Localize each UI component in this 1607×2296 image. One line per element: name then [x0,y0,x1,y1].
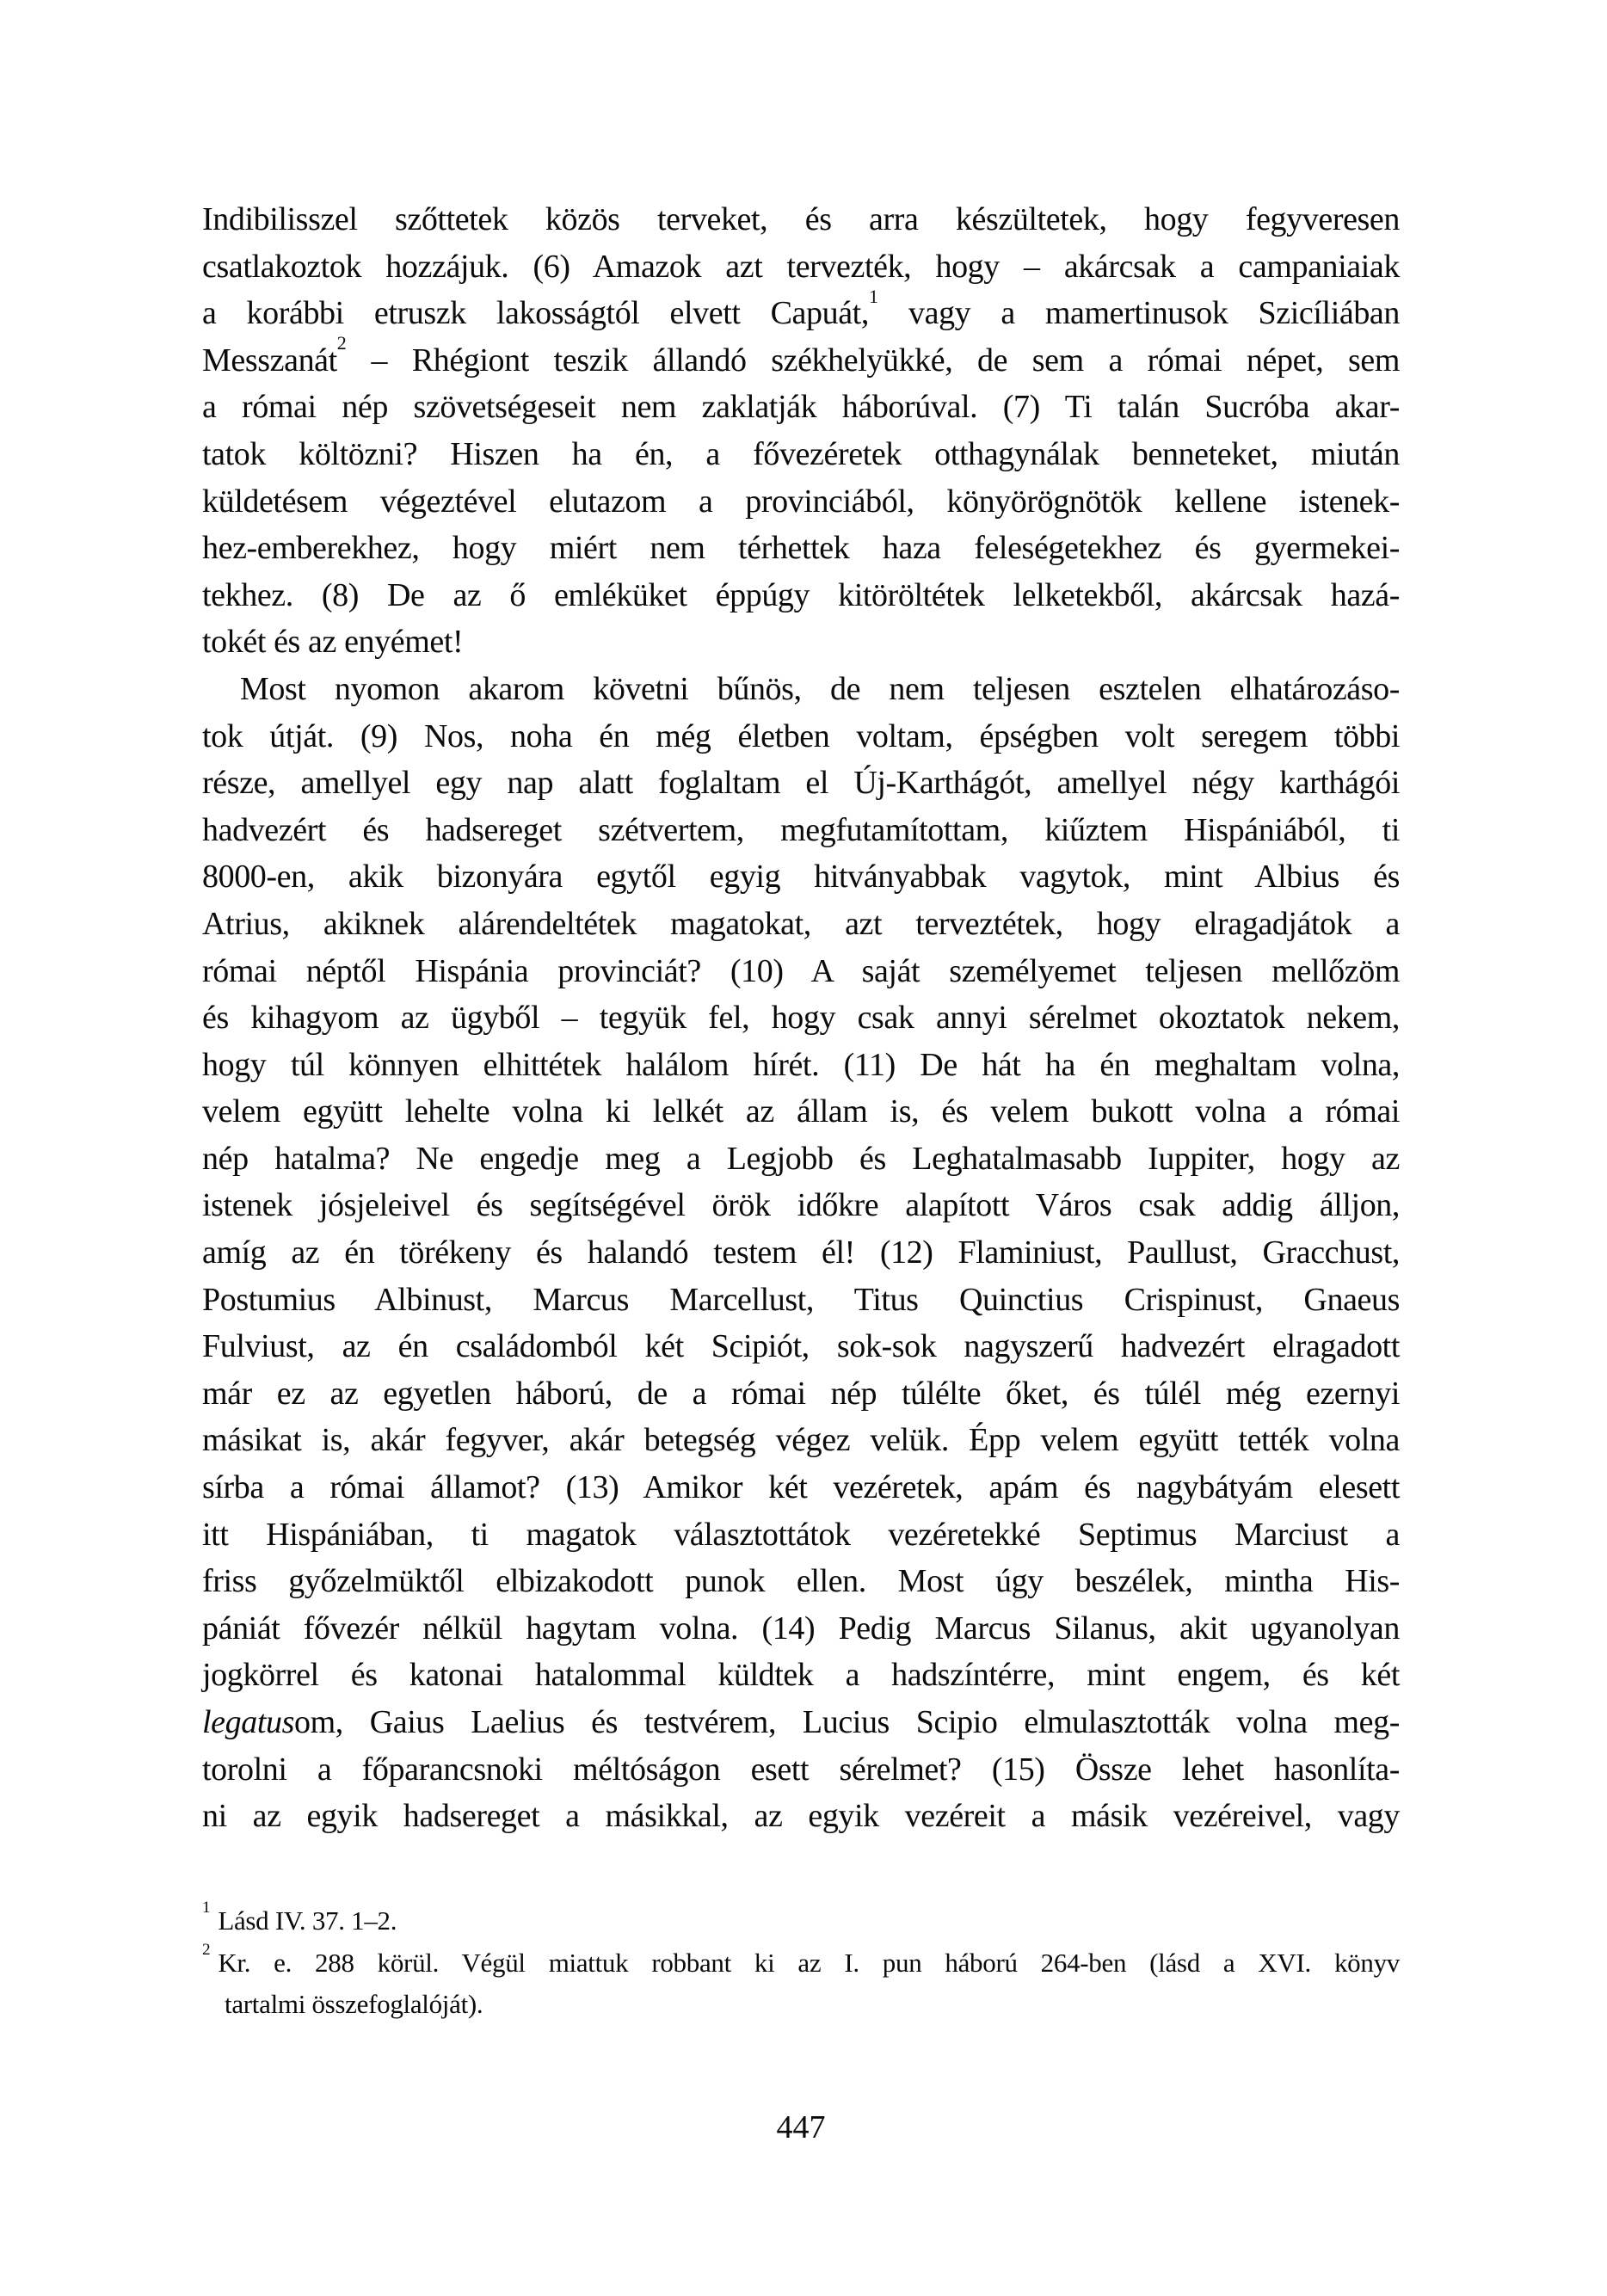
text-line: jogkörrel és katonai hatalommal küldtek a hadszíntérre, mint engem, és két [202,1657,1400,1694]
footnote-marker: 1 [202,1899,211,1917]
footnote-ref: 2 [336,332,347,354]
text-line: a korábbi etruszk lakosságtól elvett Capuát,$^1$ vagy a mamertinusok Szicíliában [202,285,1400,332]
footnotes [202,1900,1400,2026]
text-line: istenek jósjeleivel és segítségével örök időkre alapított Város csak addig álljon, [202,1187,1400,1224]
text-line: Messzanát$^2$ – Rhégiont teszik állandó székhelyükké, de sem a római népet, sem [202,332,1400,379]
text-line: nép hatalma? Ne engedje meg a Legjobb és Leghatalmasabb Iuppiter, hogy az [202,1140,1400,1177]
text-line: 8000-en, akik bizonyára egytől egyig hitványabbak vagytok, mint Albius és [202,859,1400,896]
footnote-continuation-line: tartalmi összefoglalóját). [225,1989,483,2019]
text-line: tok útját. (9) Nos, noha én még életben voltam, épségben volt seregem többi [202,717,1400,754]
footnote-marker: 2 [202,1940,211,1959]
text-line: hadvezért és hadsereget szétvertem, megfutamítottam, kiűztem Hispániából, ti [202,811,1400,848]
text-line: amíg az én törékeny és halandó testem él! (12) Flaminiust, Paullust, Gracchust, [202,1234,1400,1271]
text-line: hez-emberekhez, hogy miért nem térhettek haza feleségetekhez és gyermekei- [202,530,1400,567]
text-line: Indibilisszel szőttetek közös terveket, és arra készültetek, hogy fegyveresen [202,201,1400,237]
text-line: tatok költözni? Hiszen ha én, a fővezéretek otthagynálak benneteket, miután [202,435,1400,472]
text-line: Fulviust, az én családomból két Scipiót, sok-sok nagyszerű hadvezért elragadott [202,1328,1400,1365]
text-line: Atrius, akiknek alárendeltétek magatokat, azt terveztétek, hogy elragadjátok a [202,905,1400,942]
text-line: és kihagyom az ügyből – tegyük fel, hogy csak annyi sérelmet okoztatok nekem, [202,1000,1400,1037]
footnote-line: $^2$ Kr. e. 288 körül. Végül miattuk robbant ki az I. pun háború 264-ben (lásd a XVI. könyv [202,1940,1400,1978]
page-number: 447 [776,2109,826,2145]
text-line: a római nép szövetségeseit nem zaklatják háborúval. (7) Ti talán Sucróba akar- [202,389,1400,426]
text-line: velem együtt lehelte volna ki lelkét az állam is, és velem bukott volna a római [202,1093,1400,1130]
text-line: friss győzelmüktől elbizakodott punok ellen. Most úgy beszélek, mintha His- [202,1563,1400,1600]
italic-text: legatus [202,1704,294,1740]
footnote-line: $^1$ Lásd IV. 37. 1–2. [202,1899,397,1936]
text-line: tekhez. (8) De az ő emléküket éppúgy kitöröltétek lelketekből, akárcsak hazá- [202,576,1400,613]
text-line: már ez az egyetlen háború, de a római nép túlélte őket, és túlél még ezernyi [202,1375,1400,1412]
text-line: római néptől Hispánia provinciát? (10) A saját személyemet teljesen mellőzöm [202,952,1400,989]
text-line: ni az egyik hadsereget a másikkal, az egyik vezéreit a másik vezéreivel, vagy [202,1798,1400,1835]
text-line: Most nyomon akarom követni bűnös, de nem teljesen esztelen elhatározáso- [240,670,1400,707]
text-line: része, amellyel egy nap alatt foglaltam el Új-Karthágót, amellyel négy karthágói [202,765,1400,802]
text-line: itt Hispániában, ti magatok választottátok vezéretekké Septimus Marciust a [202,1516,1400,1553]
text-line: küldetésem végeztével elutazom a provinciából, könyörögnötök kellene istenek- [202,483,1400,520]
text-line: hogy túl könnyen elhittétek halálom hírét. (11) De hát ha én meghaltam volna, [202,1046,1400,1083]
text-line: sírba a római államot? (13) Amikor két vezéretek, apám és nagybátyám elesett [202,1469,1400,1506]
text-line: tokét és az enyémet! [202,624,464,661]
footnote-ref: 1 [868,285,878,307]
text-line: pániát fővezér nélkül hagytam volna. (14) Pedig Marcus Silanus, akit ugyanolyan [202,1610,1400,1647]
text-line: legatusom, Gaius Laelius és testvérem, Lucius Scipio elmulasztották volna meg- [202,1704,1400,1740]
main-text [202,196,1400,1840]
text-line: csatlakoztok hozzájuk. (6) Amazok azt tervezték, hogy – akárcsak a campaniaiak [202,248,1400,285]
text-line: másikat is, akár fegyver, akár betegség végez velük. Épp velem együtt tették volna [202,1422,1400,1459]
text-line: Postumius Albinust, Marcus Marcellust, Titus Quinctius Crispinust, Gnaeus [202,1281,1400,1318]
text-line: torolni a főparancsnoki méltóságon esett sérelmet? (15) Össze lehet hasonlíta- [202,1751,1400,1788]
